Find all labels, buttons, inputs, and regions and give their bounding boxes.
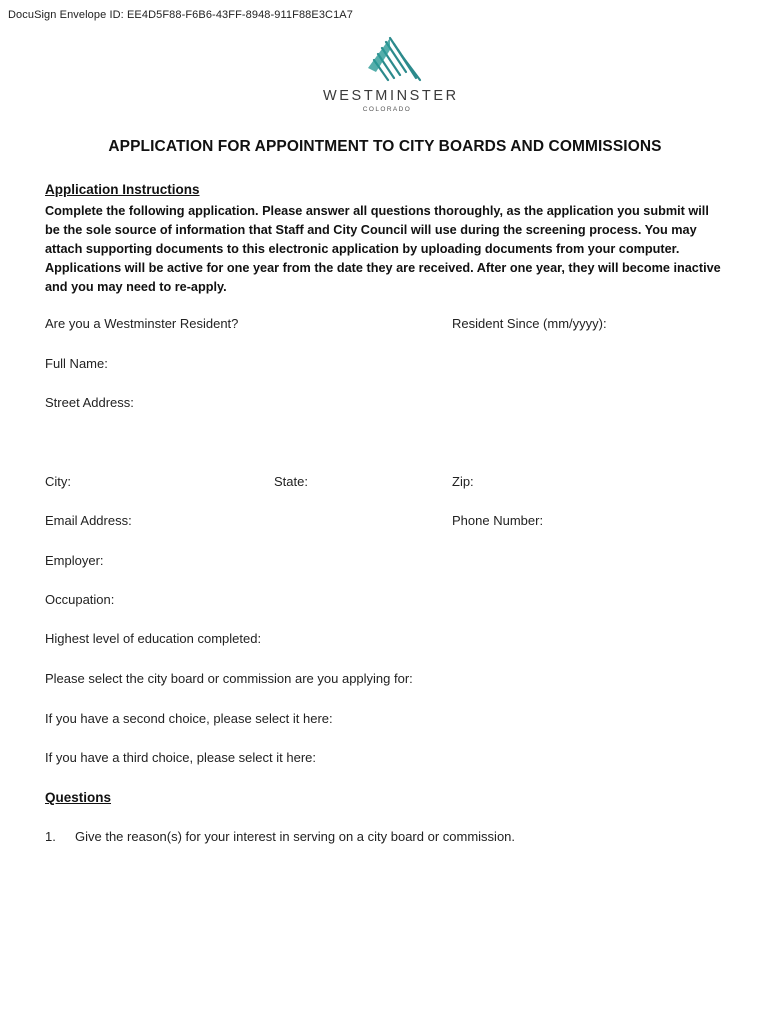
brand-name: WESTMINSTER	[323, 88, 459, 104]
full-name-label: Full Name:	[45, 356, 108, 371]
employer-label: Employer:	[45, 553, 104, 568]
occupation-label: Occupation:	[45, 592, 115, 607]
street-address-label: Street Address:	[45, 395, 134, 410]
state-label: State:	[274, 474, 308, 489]
resident-label: Are you a Westminster Resident?	[45, 316, 239, 331]
questions-heading: Questions	[45, 790, 112, 805]
board-choice-label: Please select the city board or commission are you applying for:	[45, 671, 413, 686]
city-label: City:	[45, 474, 71, 489]
brand-location: COLORADO	[362, 106, 412, 113]
phone-label: Phone Number:	[452, 513, 544, 528]
page-title: APPLICATION FOR APPOINTMENT TO CITY BOARDS AND COMMISSIONS	[108, 138, 662, 155]
email-label: Email Address:	[45, 513, 132, 528]
second-choice-label: If you have a second choice, please select it here:	[45, 711, 333, 726]
instructions-heading: Application Instructions	[45, 182, 200, 197]
third-choice-label: If you have a third choice, please select it here:	[45, 750, 316, 765]
resident-since-label: Resident Since (mm/yyyy):	[452, 316, 607, 331]
question-item	[45, 829, 515, 844]
education-label: Highest level of education completed:	[45, 631, 262, 646]
instructions-text: Complete the following application. Please answer all questions thoroughly, as the application you submit will be the sole source of information that Staff and City Council will use during the screening process. You may attach supporting documents to this electronic application by uploading documents from your computer. Applications will be active for one year from the date they are received. After one year, they will become inactive and you may need to re-apply.	[45, 204, 721, 294]
docusign-envelope-id: DocuSign Envelope ID: EE4D5F88-F6B6-43FF-8948-911F88E3C1A7	[8, 9, 353, 21]
question-text: Give the reason(s) for your interest in serving on a city board or commission.	[75, 829, 516, 844]
question-number: 1.	[45, 829, 56, 844]
zip-label: Zip:	[452, 474, 474, 489]
westminster-logo	[350, 34, 430, 82]
